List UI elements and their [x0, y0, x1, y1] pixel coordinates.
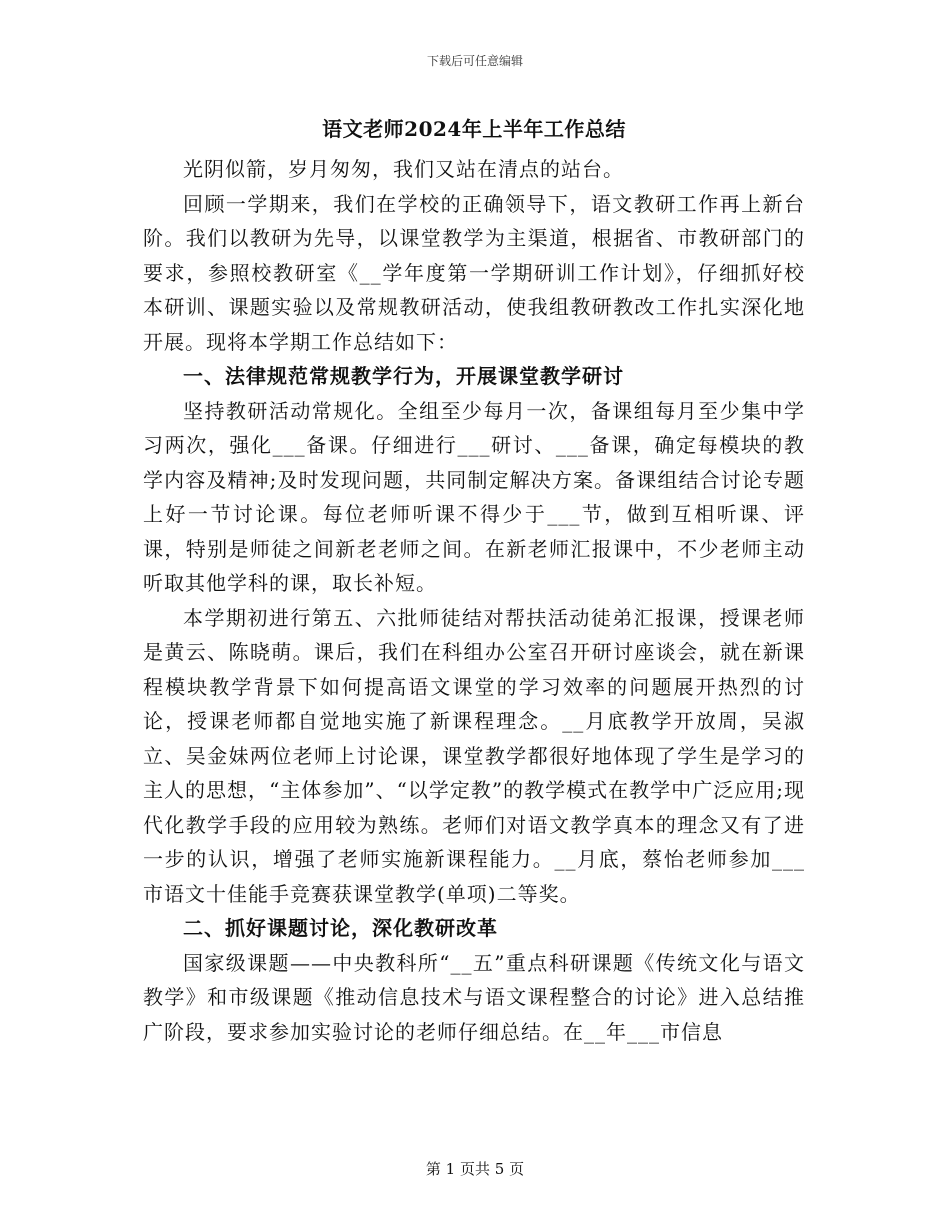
page-header-note: 下载后可任意编辑	[426, 54, 523, 68]
document-body	[143, 112, 805, 1049]
document-title: 语文老师2024年上半年工作总结	[322, 117, 626, 141]
page-number: 第 1 页共 5 页	[425, 1160, 525, 1178]
paragraph-teaching-research: 坚持教研活动常规化。全组至少每月一次，备课组每月至少集中学习两次，强化___备课。仔细进行___研讨、___备课，确定每模块的教学内容及精神;及时发现问题，共同制定解决方案。备课组结合讨论专题上好一节讨论课。每位老师听课不得少于___节，做到互相听课、评课，特别是师徒之间新老老师之间。在新老师汇报课中，不少老师主动听取其他学科的课，取长补短。	[143, 398, 805, 595]
paragraph-research-topics: 国家级课题——中央教科所“__五”重点科研课题《传统文化与语文教学》和市级课题《推动信息技术与语文课程整合的讨论》进入总结推广阶段，要求参加实验讨论的老师仔细总结。在__年___市信息	[143, 950, 805, 1044]
section-heading-1: 一、法律规范常规教学行为，开展课堂教学研讨	[183, 364, 624, 388]
section-heading-2: 二、抓好课题讨论，深化教研改革	[183, 916, 498, 940]
paragraph-mentor-program: 本学期初进行第五、六批师徒结对帮扶活动徒弟汇报课，授课老师是黄云、陈晓萌。课后，我们在科组办公室召开研讨座谈会，就在新课程模块教学背景下如何提高语文课堂的学习效率的问题展开热烈的讨论，授课老师都自觉地实施了新课程理念。__月底教学开放周，吴淑立、吴金妹两位老师上讨论课，课堂教学都很好地体现了学生是学习的主人的思想，“主体参加”、“以学定教”的教学模式在教学中广泛应用;现代化教学手段的应用较为熟练。老师们对语文教学真本的理念又有了进一步的认识，增强了老师实施新课程能力。__月底，蔡怡老师参加___市语文十佳能手竞赛获课堂教学(单项)二等奖。	[143, 605, 805, 906]
paragraph-intro: 光阴似箭，岁月匆匆，我们又站在清点的站台。	[183, 157, 624, 181]
paragraph-review: 回顾一学期来，我们在学校的正确领导下，语文教研工作再上新台阶。我们以教研为先导，以课堂教学为主渠道，根据省、市教研部门的要求，参照校教研室《__学年度第一学期研训工作计划》，仔细抓好校本研训、课题实验以及常规教研活动，使我组教研教改工作扎实深化地开展。现将本学期工作总结如下：	[143, 191, 805, 354]
